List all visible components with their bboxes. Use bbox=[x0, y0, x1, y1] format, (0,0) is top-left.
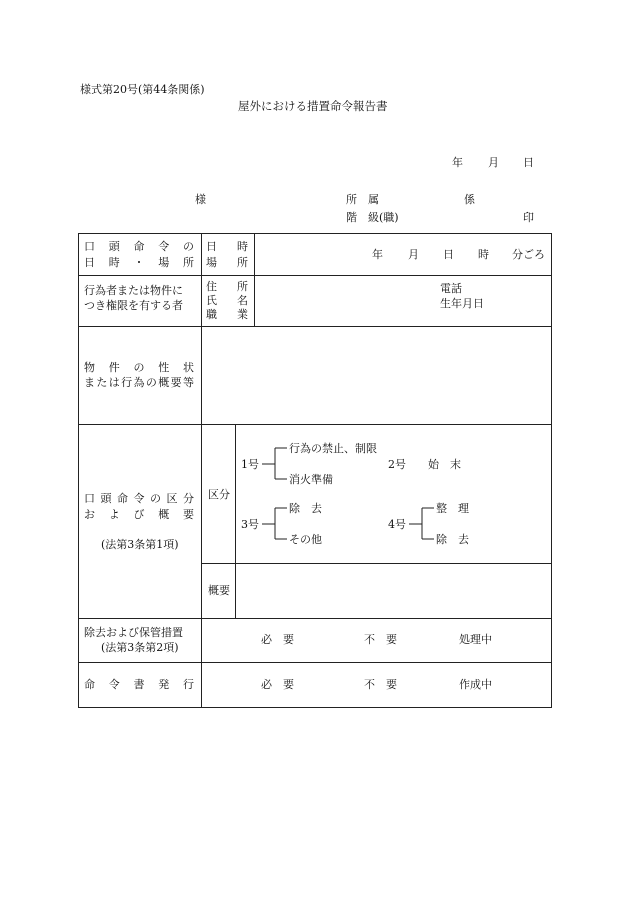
affiliation-label: 所 属 bbox=[346, 193, 379, 206]
classification-label-line2: および概要 bbox=[84, 508, 194, 521]
item4-option-arrange: 整 理 bbox=[436, 502, 469, 515]
kubun-label: 区分 bbox=[208, 488, 230, 501]
item1-bracket bbox=[262, 446, 288, 482]
datetime-sub-label: 日 時 bbox=[206, 240, 248, 253]
removal-label-line2: (法第3条第2項) bbox=[101, 641, 179, 654]
issuance-label bbox=[84, 679, 194, 690]
item2-text: 始 末 bbox=[428, 458, 461, 471]
item2-number: 2号 bbox=[388, 458, 406, 471]
item1-number: 1号 bbox=[241, 458, 259, 471]
person-label-line2: つき権限を有する者 bbox=[84, 299, 183, 312]
date-day-label: 日 bbox=[523, 156, 534, 169]
gaiyo-label: 概要 bbox=[208, 584, 230, 597]
issuance-option-not-required: 不 要 bbox=[364, 678, 397, 691]
classification-label bbox=[84, 493, 194, 520]
birthdate-label: 生年月日 bbox=[440, 297, 484, 310]
address-sub-label: 住 所 bbox=[206, 280, 248, 293]
person-label-line1: 行為者または物件に bbox=[84, 284, 183, 297]
addressee-sama: 様 bbox=[195, 193, 206, 206]
date-year-label: 年 bbox=[452, 156, 463, 169]
person-sub-label bbox=[206, 281, 248, 320]
item3-option-other: その他 bbox=[289, 533, 322, 546]
section-label: 係 bbox=[464, 193, 475, 206]
oral-order-sub-label bbox=[206, 241, 248, 268]
item1-option-prohibition: 行為の禁止、制限 bbox=[289, 442, 377, 455]
removal-label-line1: 除去および保管措置 bbox=[84, 626, 183, 639]
page-title: 屋外における措置命令報告書 bbox=[238, 99, 388, 113]
oral-order-hour: 時 bbox=[478, 248, 489, 261]
name-sub-label: 氏 名 bbox=[206, 294, 248, 307]
item3-number: 3号 bbox=[241, 518, 259, 531]
property-label-line2: または行為の概要等 bbox=[84, 376, 194, 389]
oral-order-minute: 分ごろ bbox=[512, 248, 545, 261]
occupation-sub-label: 職 業 bbox=[206, 308, 248, 321]
oral-order-month: 月 bbox=[408, 248, 419, 261]
removal-option-not-required: 不 要 bbox=[364, 633, 397, 646]
item4-number: 4号 bbox=[388, 518, 406, 531]
issuance-option-creating: 作成中 bbox=[459, 678, 492, 691]
property-label bbox=[84, 362, 194, 388]
classification-label-line1: 口頭命令の区分 bbox=[84, 492, 194, 505]
issuance-option-required: 必 要 bbox=[261, 678, 294, 691]
oral-order-day: 日 bbox=[443, 248, 454, 261]
rank-label: 階 級(職) bbox=[346, 211, 399, 224]
item3-option-removal: 除 去 bbox=[289, 502, 322, 515]
oral-order-label-line1: 口頭命令の bbox=[84, 240, 194, 253]
place-sub-label: 場 所 bbox=[206, 256, 248, 269]
item1-option-fire-prep: 消火準備 bbox=[289, 473, 333, 486]
removal-option-processing: 処理中 bbox=[459, 633, 492, 646]
item4-option-removal: 除 去 bbox=[436, 533, 469, 546]
oral-order-year: 年 bbox=[372, 248, 383, 261]
issuance-label-text: 命令書発行 bbox=[84, 678, 194, 691]
seal-label: 印 bbox=[523, 211, 534, 224]
person-label bbox=[84, 285, 183, 311]
oral-order-label bbox=[84, 241, 194, 268]
oral-order-label-line2: 日時・場所 bbox=[84, 256, 194, 269]
removal-option-required: 必 要 bbox=[261, 633, 294, 646]
form-number: 様式第20号(第44条関係) bbox=[80, 83, 205, 96]
classification-law-ref: (法第3条第1項) bbox=[101, 538, 179, 551]
property-label-line1: 物件の性状 bbox=[84, 361, 194, 374]
item3-bracket bbox=[262, 506, 288, 542]
date-month-label: 月 bbox=[488, 156, 499, 169]
phone-label: 電話 bbox=[440, 282, 462, 295]
item4-bracket bbox=[409, 506, 435, 542]
